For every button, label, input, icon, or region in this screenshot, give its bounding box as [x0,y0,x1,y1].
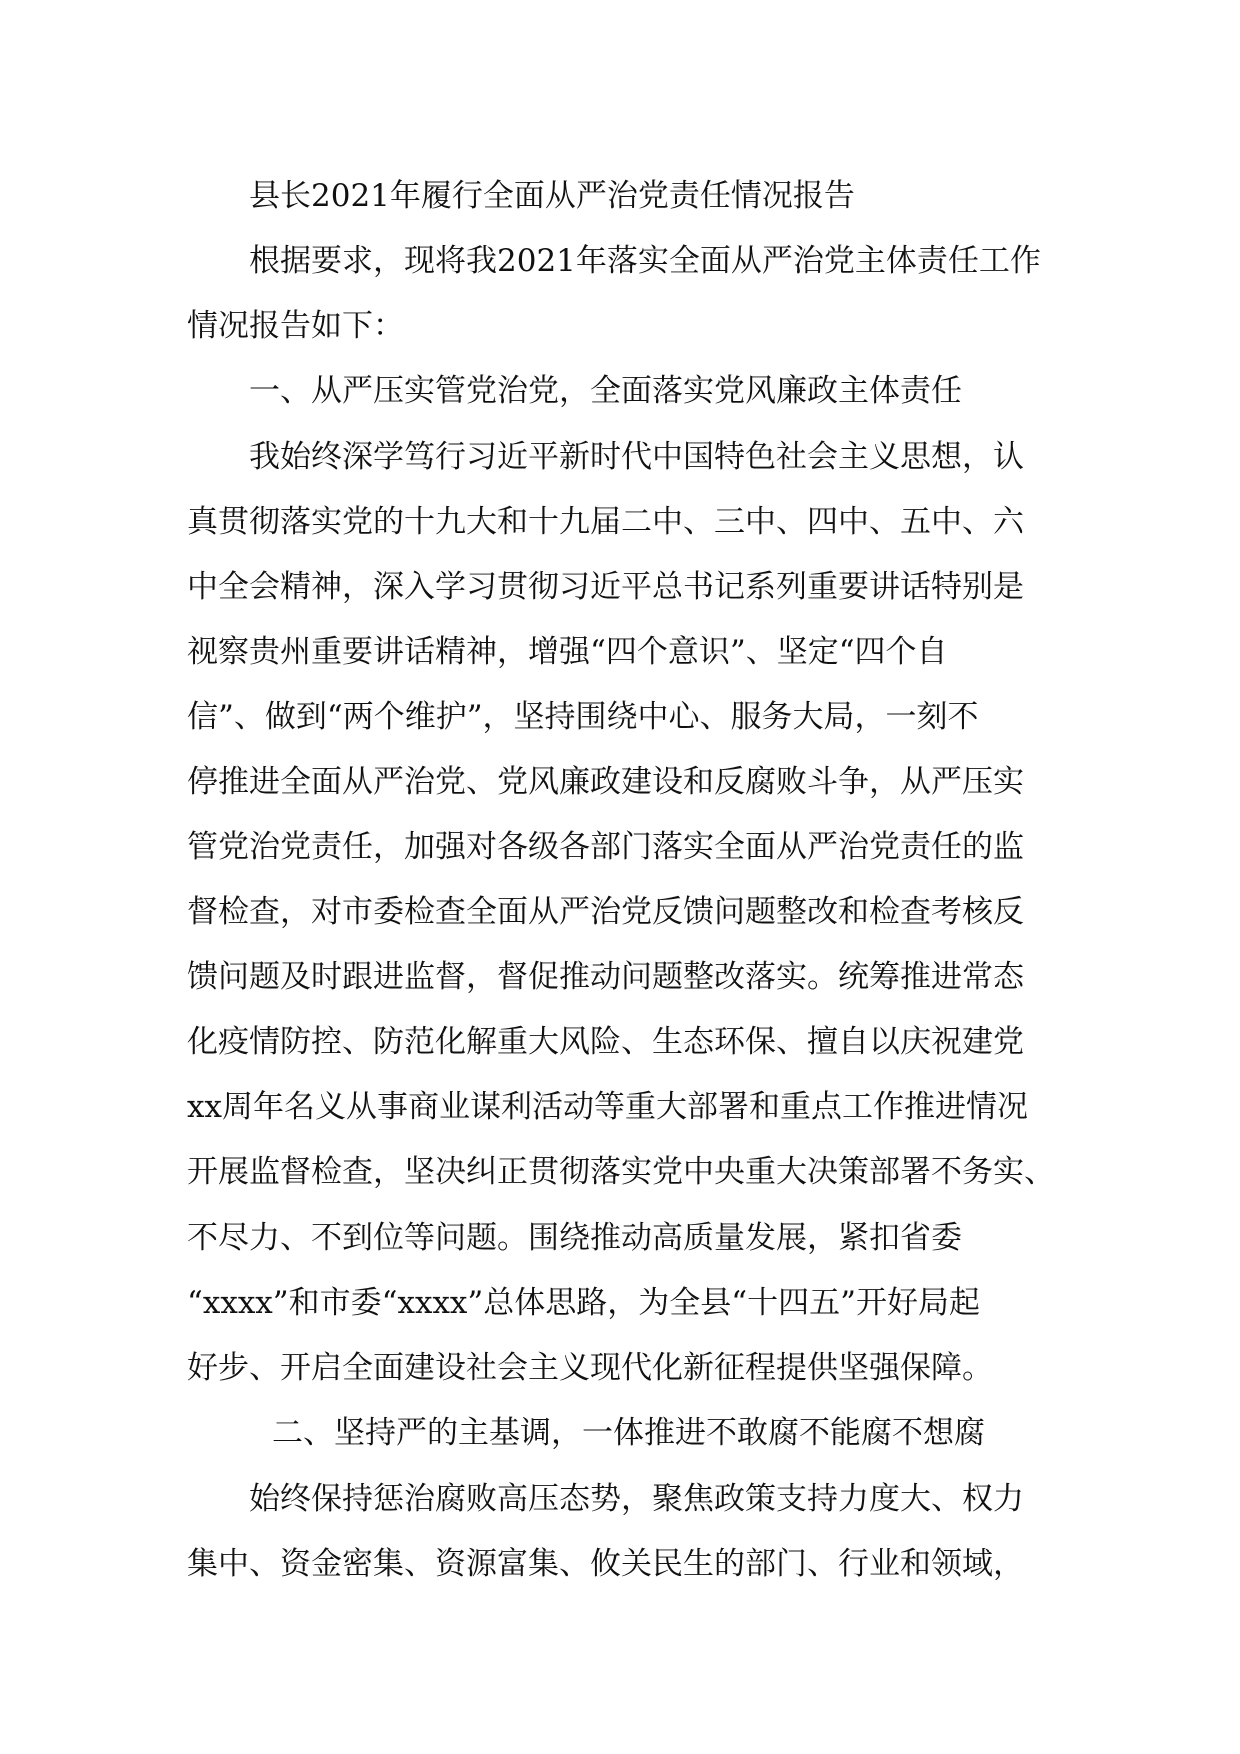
body-paragraph-line: 我始终深学笃行习近平新时代中国特色社会主义思想，认 [249,439,1024,475]
body-paragraph-line: 管党治党责任，加强对各级各部门落实全面从严治党责任的监 [187,829,1024,865]
body-paragraph-line: 真贯彻落实党的十九大和十九届二中、三中、四中、五中、六 [187,504,1024,540]
body-paragraph-line: 化疫情防控、防范化解重大风险、生态环保、擅自以庆祝建党 [187,1024,1024,1060]
body-paragraph-line: 集中、资金密集、资源富集、攸关民生的部门、行业和领域， [187,1546,1024,1582]
body-paragraph-line: “xxxx”和市委“xxxx”总体思路，为全县“十四五”开好局起 [187,1285,980,1321]
body-paragraph-line: 视察贵州重要讲话精神，增强“四个意识”、坚定“四个自 [187,634,948,670]
body-paragraph-line: 停推进全面从严治党、党风廉政建设和反腐败斗争，从严压实 [187,764,1024,800]
intro-paragraph-line: 情况报告如下： [187,308,404,344]
section-heading-1: 一、从严压实管党治党，全面落实党风廉政主体责任 [249,373,962,409]
body-paragraph-line: 开展监督检查，坚决纠正贯彻落实党中央重大决策部署不务实、 [187,1154,1055,1190]
body-paragraph-line: 好步、开启全面建设社会主义现代化新征程提供坚强保障。 [187,1350,993,1386]
body-paragraph-line: 馈问题及时跟进监督，督促推动问题整改落实。统筹推进常态 [187,959,1024,995]
intro-paragraph-line: 根据要求，现将我2021年落实全面从严治党主体责任工作 [249,243,1041,279]
body-paragraph-line: 中全会精神，深入学习贯彻习近平总书记系列重要讲话特别是 [187,569,1024,605]
section-heading-2: 二、坚持严的主基调，一体推进不敢腐不能腐不想腐 [272,1415,985,1451]
body-paragraph-line: 信”、做到“两个维护”，坚持围绕中心、服务大局，一刻不 [187,699,979,735]
body-paragraph-line: xx周年名义从事商业谋利活动等重大部署和重点工作推进情况 [187,1089,1028,1125]
report-title: 县长2021年履行全面从严治党责任情况报告 [249,178,855,214]
body-paragraph-line: 不尽力、不到位等问题。围绕推动高质量发展，紧扣省委 [187,1220,962,1256]
body-paragraph-line: 督检查，对市委检查全面从严治党反馈问题整改和检查考核反 [187,894,1024,930]
body-paragraph-line: 始终保持惩治腐败高压态势，聚焦政策支持力度大、权力 [249,1481,1024,1517]
